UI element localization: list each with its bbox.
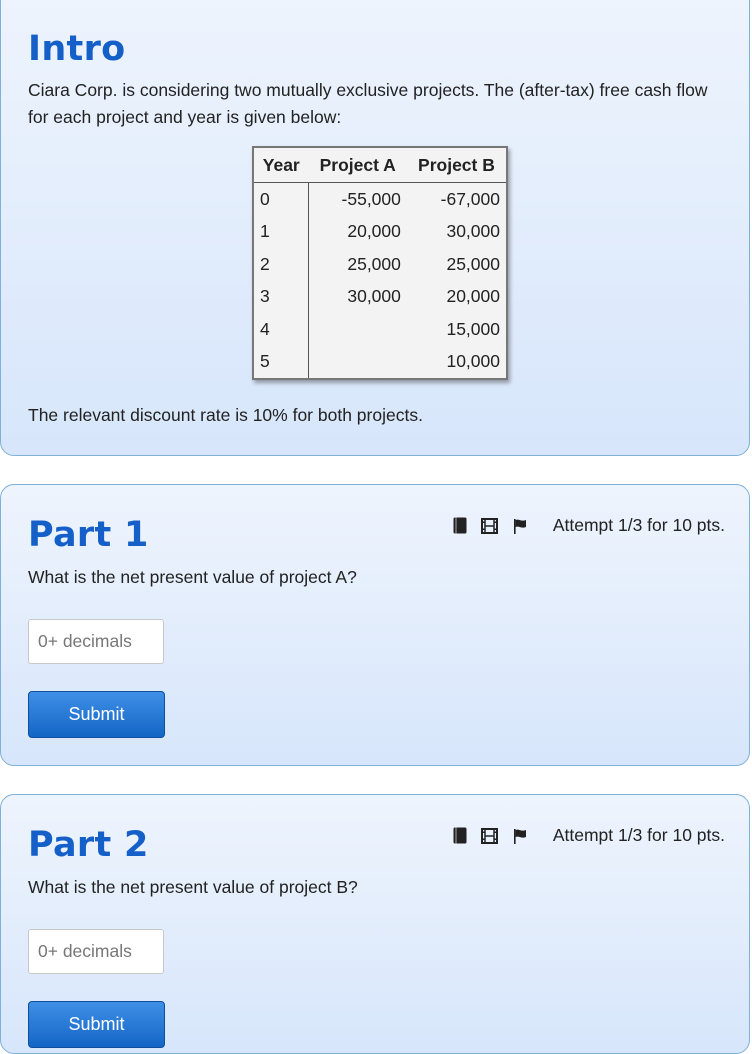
project-a-cell: -55,000 [341, 188, 401, 209]
flag-icon[interactable] [511, 827, 529, 845]
discount-rate-text: The relevant discount rate is 10% for both projects. [28, 405, 423, 425]
table-row [254, 313, 506, 346]
project-a-cell: 25,000 [347, 253, 401, 274]
answer-input[interactable] [28, 619, 164, 664]
table-row [254, 216, 506, 249]
project-b-cell: 20,000 [446, 286, 500, 307]
year-cell: 4 [254, 313, 309, 346]
table-header-row [254, 148, 506, 183]
submit-button[interactable]: Submit [28, 691, 165, 738]
part2-question: What is the net present value of project B? [28, 877, 358, 897]
part2-title: Part 2 [28, 825, 149, 865]
project-b-cell: 30,000 [446, 221, 500, 242]
intro-text: Ciara Corp. is considering two mutually exclusive projects. The (after-tax) free cash flow for each project and year is given below: [28, 80, 708, 127]
table-row [254, 281, 506, 314]
project-b-cell: -67,000 [440, 188, 500, 209]
attempt-counter: Attempt 1/3 for 10 pts. [552, 825, 725, 845]
intro-title: Intro [28, 29, 126, 69]
table-row [254, 346, 506, 379]
project-a-cell [309, 346, 407, 379]
part1-toolbar [451, 515, 725, 536]
part1-question: What is the net present value of project A? [28, 567, 357, 587]
project-a-cell [309, 313, 407, 346]
film-icon[interactable] [481, 827, 499, 845]
column-header-year: Year [254, 148, 309, 183]
part2-card [0, 794, 750, 1054]
project-b-cell: 10,000 [446, 351, 500, 372]
column-header-project-a: Project A [309, 148, 407, 183]
intro-card [0, 0, 750, 456]
part1-title: Part 1 [28, 515, 149, 555]
submit-button[interactable]: Submit [28, 1001, 165, 1048]
table-row [254, 248, 506, 281]
film-icon[interactable] [481, 517, 499, 535]
year-cell: 1 [254, 216, 309, 249]
notebook-icon[interactable] [451, 827, 469, 845]
part2-toolbar [451, 825, 725, 846]
year-cell: 3 [254, 281, 309, 314]
cash-flow-table [252, 146, 508, 380]
column-header-project-b: Project B [407, 148, 506, 183]
year-cell: 5 [254, 346, 309, 379]
attempt-counter: Attempt 1/3 for 10 pts. [552, 515, 725, 535]
flag-icon[interactable] [511, 517, 529, 535]
part1-card [0, 484, 750, 766]
year-cell: 0 [254, 183, 309, 216]
project-a-cell: 30,000 [347, 286, 401, 307]
answer-input[interactable] [28, 929, 164, 974]
table-row [254, 183, 506, 216]
project-b-cell: 25,000 [446, 253, 500, 274]
project-b-cell: 15,000 [446, 318, 500, 339]
project-a-cell: 20,000 [347, 221, 401, 242]
year-cell: 2 [254, 248, 309, 281]
notebook-icon[interactable] [451, 517, 469, 535]
